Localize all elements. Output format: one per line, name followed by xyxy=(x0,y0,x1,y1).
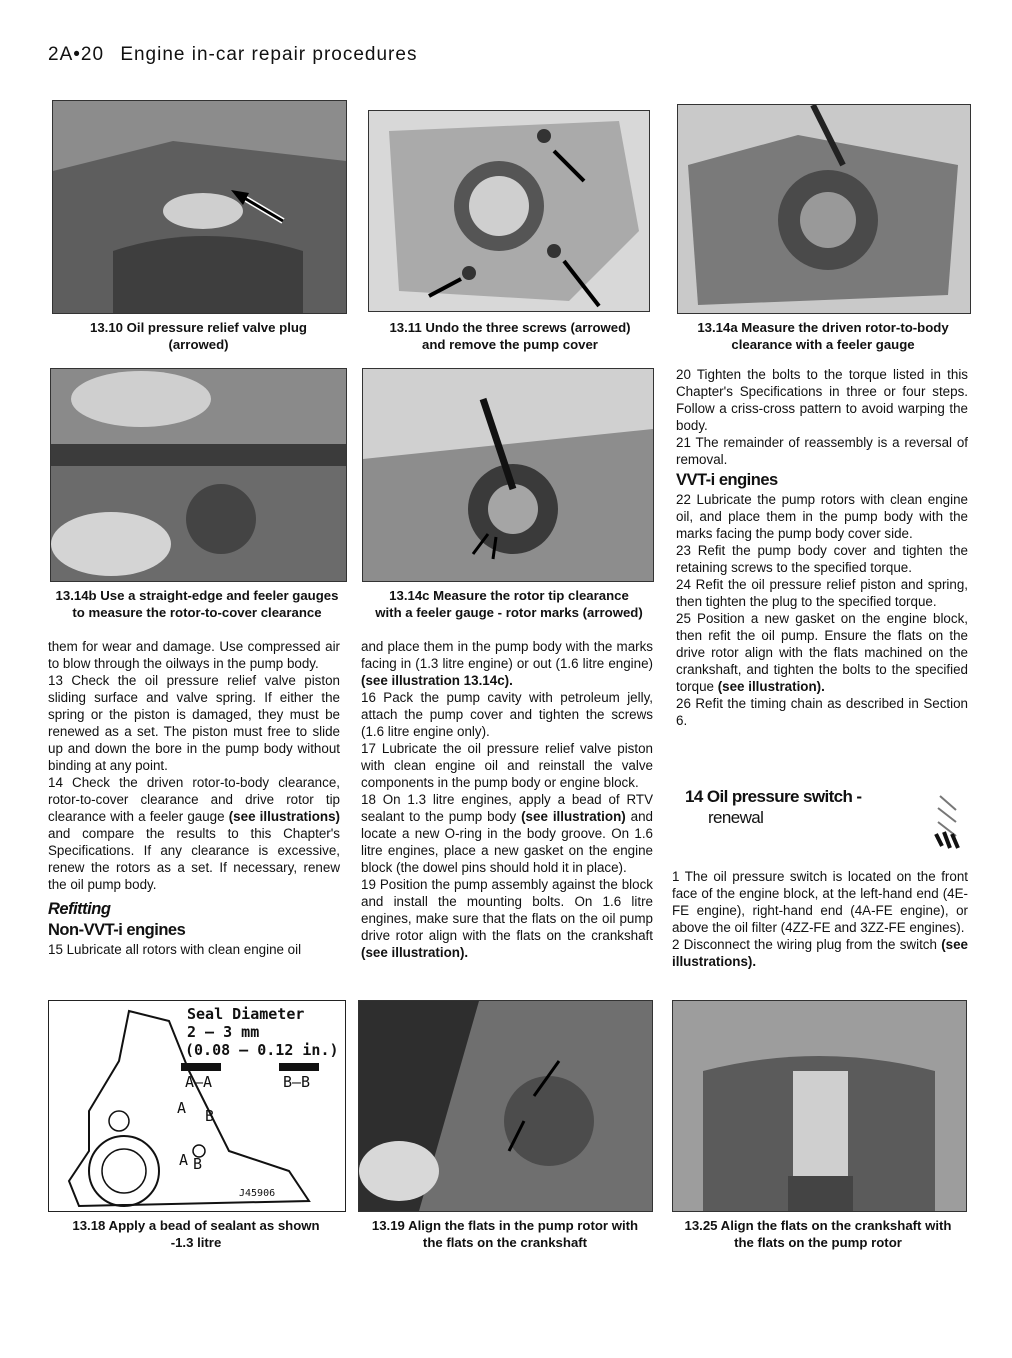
para-19 xyxy=(361,876,653,961)
para-20: 20 Tighten the bolts to the torque listed in this Chapter's Specifications in three or four steps. Follow a criss-cross pattern to avoid warping the body. xyxy=(676,367,968,433)
para-13: 13 Check the oil pressure relief valve piston sliding surface and valve spring. If either the spring or the piston is damaged, they must be renewed as a set. The piston must free to slide up and down the bore in the pump body without binding at any point. xyxy=(48,673,340,773)
caption-13-25 xyxy=(666,1217,970,1251)
caption-line: 13.11 Undo the three screws (arrowed) xyxy=(389,320,631,335)
para-25 xyxy=(676,610,968,695)
caption-line: 13.25 Align the flats on the crankshaft with xyxy=(684,1218,952,1233)
photo-13-25 xyxy=(672,1000,967,1212)
caption-line: -1.3 litre xyxy=(170,1235,222,1250)
section-b-b: B—B xyxy=(283,1073,311,1091)
para-2 xyxy=(672,936,968,970)
para-14-text: 14 Check the driven rotor-to-body clearance, rotor-to-cover clearance and drive rotor tip clearance with a feeler gauge xyxy=(48,775,340,824)
para-2-ref: (see illustrations). xyxy=(672,937,968,969)
seal-in: (0.08 — 0.12 in.) xyxy=(185,1041,339,1059)
para-14 xyxy=(48,774,340,893)
page-header xyxy=(48,44,417,66)
photo-13-10 xyxy=(52,100,347,314)
caption-13-10 xyxy=(52,319,345,353)
para-14-text-2: and compare the results to this Chapter's Specifications. If any clearance is excessive, renew the rotors as a set. If necessary, renew the oil pump body. xyxy=(48,826,340,892)
section-14-subtitle: renewal xyxy=(708,808,764,827)
subheading-refitting: Refitting xyxy=(48,900,111,918)
seal-label: Seal Diameter xyxy=(187,1005,305,1023)
para-22: 22 Lubricate the pump rotors with clean engine oil, and place them in the pump body with the marks facing the pump body cover side. xyxy=(676,492,968,541)
para-18 xyxy=(361,791,653,876)
section-14-heading xyxy=(685,786,861,828)
photo-13-14c xyxy=(362,368,654,582)
para-25-text: 25 Position a new gasket on the engine block, then refit the oil pump. Ensure the flats on the drive rotor align with the flats machined on the crankshaft, and tighten the bolts to the specified torque xyxy=(676,611,968,694)
page-number: 2A•20 xyxy=(48,44,105,65)
para-14-ref: (see illustrations) xyxy=(228,809,341,824)
caption-line: 13.14c Measure the rotor tip clearance xyxy=(389,588,629,603)
para-16: 16 Pack the pump cavity with petroleum jelly, attach the pump cover and tighten the screws (1.6 litre engine only). xyxy=(361,690,653,739)
caption-13-14a xyxy=(670,319,976,353)
caption-line: the flats on the pump rotor xyxy=(734,1235,902,1250)
caption-line: 13.18 Apply a bead of sealant as shown xyxy=(72,1218,320,1233)
caption-line: and remove the pump cover xyxy=(422,337,598,352)
text-column-3-upper xyxy=(676,366,968,729)
diagram-ref: J45906 xyxy=(239,1188,276,1199)
text-column-2 xyxy=(361,638,653,961)
difficulty-spanner-icon xyxy=(930,786,964,856)
caption-line: 13.14b Use a straight-edge and feeler gauges xyxy=(55,588,339,603)
para-25-ref: (see illustration). xyxy=(717,679,825,694)
caption-line: 13.10 Oil pressure relief valve plug xyxy=(90,320,307,335)
para-26: 26 Refit the timing chain as described in Section 6. xyxy=(676,696,968,728)
label-b-2: B xyxy=(193,1155,203,1173)
para-15: 15 Lubricate all rotors with clean engine oil xyxy=(48,942,302,957)
photo-13-14b xyxy=(50,368,347,582)
section-14-title: 14 Oil pressure switch - xyxy=(685,787,862,806)
subheading-non-vvt: Non-VVT-i engines xyxy=(48,921,186,939)
para-17: 17 Lubricate the oil pressure relief valve piston with clean engine oil and reinstall the valve components in the pump body or engine block. xyxy=(361,741,653,790)
para-1: 1 The oil pressure switch is located on the front face of the engine block, at the left-hand end (4E-FE engine), right-hand end (4A-FE engine), or above the oil filter (4ZZ-FE and 3ZZ-FE engines). xyxy=(672,869,968,935)
para-intro: them for wear and damage. Use compressed air to blow through the oilways in the pump body. xyxy=(48,639,340,671)
caption-line: to measure the rotor-to-cover clearance xyxy=(72,605,322,620)
caption-13-18 xyxy=(44,1217,348,1251)
caption-13-14c xyxy=(358,587,660,621)
label-a-2: A xyxy=(179,1151,189,1169)
para-21: 21 The remainder of reassembly is a reversal of removal. xyxy=(676,435,968,467)
caption-line: with a feeler gauge - rotor marks (arrowed) xyxy=(375,605,643,620)
photo-13-11 xyxy=(368,110,650,312)
photo-13-19 xyxy=(358,1000,653,1212)
text-column-3-lower xyxy=(672,868,968,970)
label-b-1: B xyxy=(205,1107,215,1125)
text-column-1 xyxy=(48,638,340,958)
caption-line: 13.14a Measure the driven rotor-to-body xyxy=(697,320,949,335)
para-2-text: 2 Disconnect the wiring plug from the switch xyxy=(672,937,942,952)
caption-13-11 xyxy=(360,319,660,353)
caption-13-19 xyxy=(354,1217,656,1251)
para-24: 24 Refit the oil pressure relief piston and spring, then tighten the plug to the specified torque. xyxy=(676,577,968,609)
caption-line: (arrowed) xyxy=(168,337,229,352)
section-a-a: A—A xyxy=(185,1073,213,1091)
para-18-ref: (see illustration) xyxy=(521,809,626,824)
caption-line: clearance with a feeler gauge xyxy=(731,337,915,352)
caption-line: 13.19 Align the flats in the pump rotor with xyxy=(371,1218,639,1233)
subheading-vvt: VVT-i engines xyxy=(676,471,778,489)
para-23: 23 Refit the pump body cover and tighten the retaining screws to the specified torque. xyxy=(676,543,968,575)
para-15-cont-text: and place them in the pump body with the marks facing in (1.3 litre engine) or out (1.6 litre engine) xyxy=(361,639,653,671)
para-19-text: 19 Position the pump assembly against the block and install the mounting bolts. On 1.6 litre engines, make sure that the flats on the oil pump drive rotor align with the flats on the crankshaft xyxy=(361,877,653,943)
para-18-text-2: and locate a new O-ring in the body groove. On 1.6 litre engines, place a new gasket on the engine block (the dowel pins should hold it in place). xyxy=(361,809,653,875)
page-title: Engine in-car repair procedures xyxy=(120,44,418,65)
seal-mm: 2 — 3 mm xyxy=(187,1023,260,1041)
photo-13-14a xyxy=(677,104,971,314)
para-15-cont-ref: (see illustration 13.14c). xyxy=(361,673,513,688)
para-19-ref: (see illustration). xyxy=(361,945,469,960)
caption-13-14b xyxy=(44,587,350,621)
para-15-cont xyxy=(361,638,653,689)
caption-line: the flats on the crankshaft xyxy=(422,1235,588,1250)
diagram-13-18 xyxy=(48,1000,346,1212)
para-18-text: 18 On 1.3 litre engines, apply a bead of RTV sealant to the pump body xyxy=(361,792,653,824)
label-a-1: A xyxy=(177,1099,187,1117)
